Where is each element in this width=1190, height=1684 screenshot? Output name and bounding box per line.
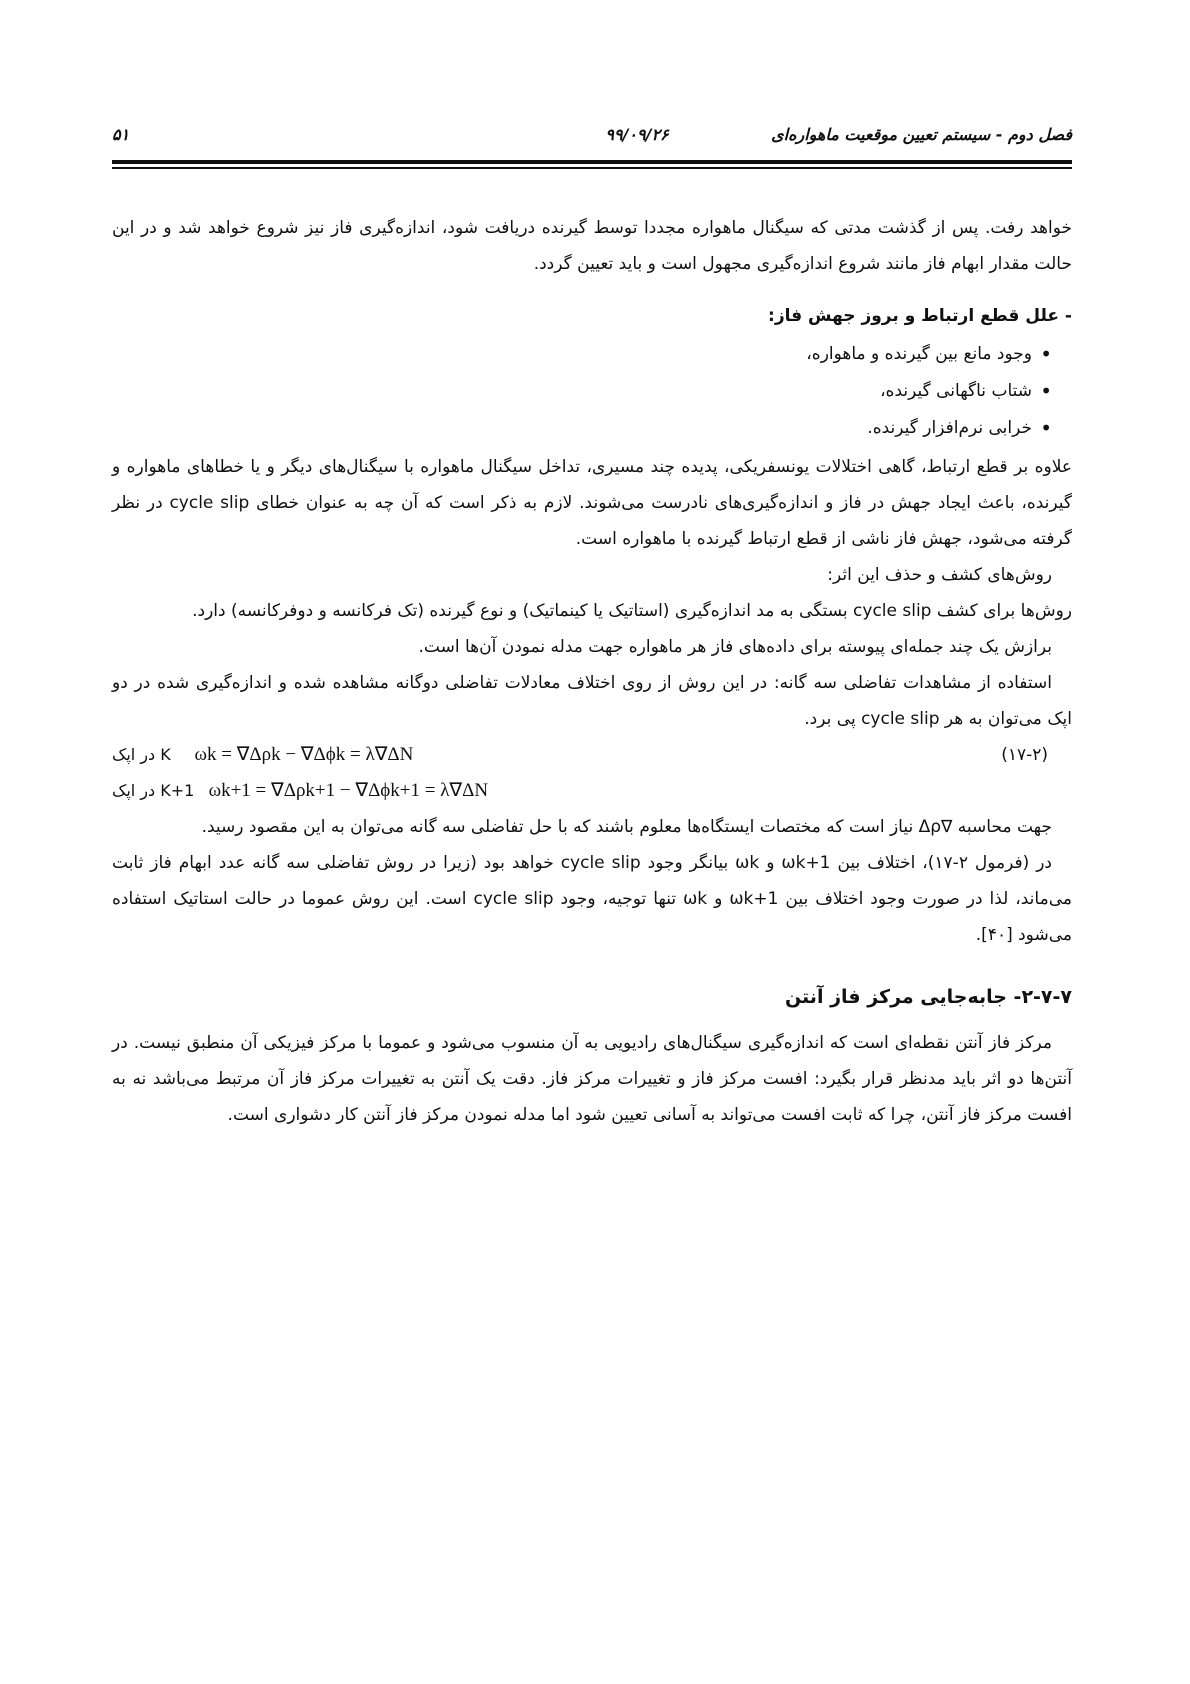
equation-1-formula: ωk = ∇Δρk − ∇Δϕk = λ∇ΔN: [194, 744, 414, 765]
equation-2-formula: ωk+1 = ∇Δρk+1 − ∇Δϕk+1 = λ∇ΔN: [208, 780, 489, 801]
heading-causes: - علل قطع ارتباط و بروز جهش فاز:: [768, 306, 1072, 326]
page-number: ۵۱: [112, 125, 130, 144]
paragraph-3: روش‌های کشف و حذف این اثر:: [827, 565, 1052, 585]
paragraph-4: روش‌ها برای کشف cycle slip بستگی به مد اندازه‌گیری (استاتیک یا کینماتیک) و نوع گیرنده (تک فرکانسه و دوفرکانسه) دارد.: [192, 601, 1072, 621]
equation-number: (۱۷-۲): [1001, 745, 1048, 765]
paragraph-7: جهت محاسبه ∇Δρ نیاز است که مختصات ایستگاه‌ها معلوم باشند که با حل تفاضلی سه گانه می‌توان به این مقصود رسید.: [201, 817, 1052, 837]
paragraph-8: در (فرمول ۲-۱۷)، اختلاف بین ωk+1 و ωk بیانگر وجود cycle slip خواهد بود (زیرا در روش تفاضلی سه گانه عدد ابهام فاز ثابت می‌ماند، لذا در صورت وجود اختلاف بین ωk+1 و ωk تنها توجیه، وجود cycle slip است. این روش عموما در حالت استاتیک استفاده می‌شود [۴۰].: [112, 853, 1072, 945]
section-heading: ۲-۷-۷- جابه‌جایی مرکز فاز آنتن: [784, 986, 1072, 1008]
equation-2-epoch: در اپک K+1: [112, 781, 195, 800]
paragraph-6: استفاده از مشاهدات تفاضلی سه گانه: در این روش از روی اختلاف معادلات تفاضلی دوگانه مشاهده شده و اندازه‌گیری شده در دو اپک می‌توان به هر cycle slip پی برد.: [112, 673, 1072, 729]
paragraph-2: علاوه بر قطع ارتباط، گاهی اختلالات یونسفریکی، پدیده چند مسیری، تداخل سیگنال ماهواره با سیگنال‌های دیگر و یا خطاهای ماهواره و گیرنده، باعث ایجاد جهش در فاز و اندازه‌گیری‌های نادرست می‌شوند. لازم به ذکر است که آن چه به عنوان خطای cycle slip در نظر گرفته می‌شود، جهش فاز ناشی از قطع ارتباط گیرنده با ماهواره است.: [112, 457, 1072, 549]
header-rule-thin: [112, 167, 1072, 169]
equation-2: [112, 773, 1072, 809]
equation-1-epoch: در اپک K: [112, 745, 171, 764]
page-header: [112, 125, 1072, 155]
paragraph-1: خواهد رفت. پس از گذشت مدتی که سیگنال ماهواره مجددا توسط گیرنده دریافت شود، اندازه‌گیری فاز نیز شروع خواهد شد و در این حالت مقدار ابهام فاز مانند شروع اندازه‌گیری مجهول است و باید تعیین گردد.: [112, 218, 1072, 274]
chapter-title: فصل دوم - سیستم تعیین موقعیت ماهواره‌ای: [771, 125, 1072, 144]
paragraph-5: برازش یک چند جمله‌ای پیوسته برای داده‌های فاز هر ماهواره جهت مدله نمودن آن‌ها است.: [418, 637, 1052, 657]
list-item: • شتاب ناگهانی گیرنده،: [112, 373, 1052, 410]
list-item: • وجود مانع بین گیرنده و ماهواره،: [112, 336, 1052, 373]
equation-1: [112, 737, 1072, 773]
causes-list: [112, 336, 1072, 447]
page-body: [112, 210, 1072, 1133]
header-rule-thick: [112, 160, 1072, 164]
header-date: ۹۹/۰۹/۲۶: [605, 125, 669, 144]
list-item: • خرابی نرم‌افزار گیرنده.: [112, 410, 1052, 447]
paragraph-9: مرکز فاز آنتن نقطه‌ای است که اندازه‌گیری سیگنال‌های رادیویی به آن منسوب می‌شود و عموما با مرکز فیزیکی آن منطبق نیست. در آنتن‌ها دو اثر باید مدنظر قرار بگیرد: افست مرکز فاز و تغییرات مرکز فاز. دقت یک آنتن به تغییرات مرکز فاز آن مرتبط می‌باشد نه به افست مرکز فاز آنتن، چرا که ثابت افست می‌تواند به آسانی تعیین شود اما مدله نمودن مرکز فاز آنتن کار دشواری است.: [112, 1033, 1072, 1125]
